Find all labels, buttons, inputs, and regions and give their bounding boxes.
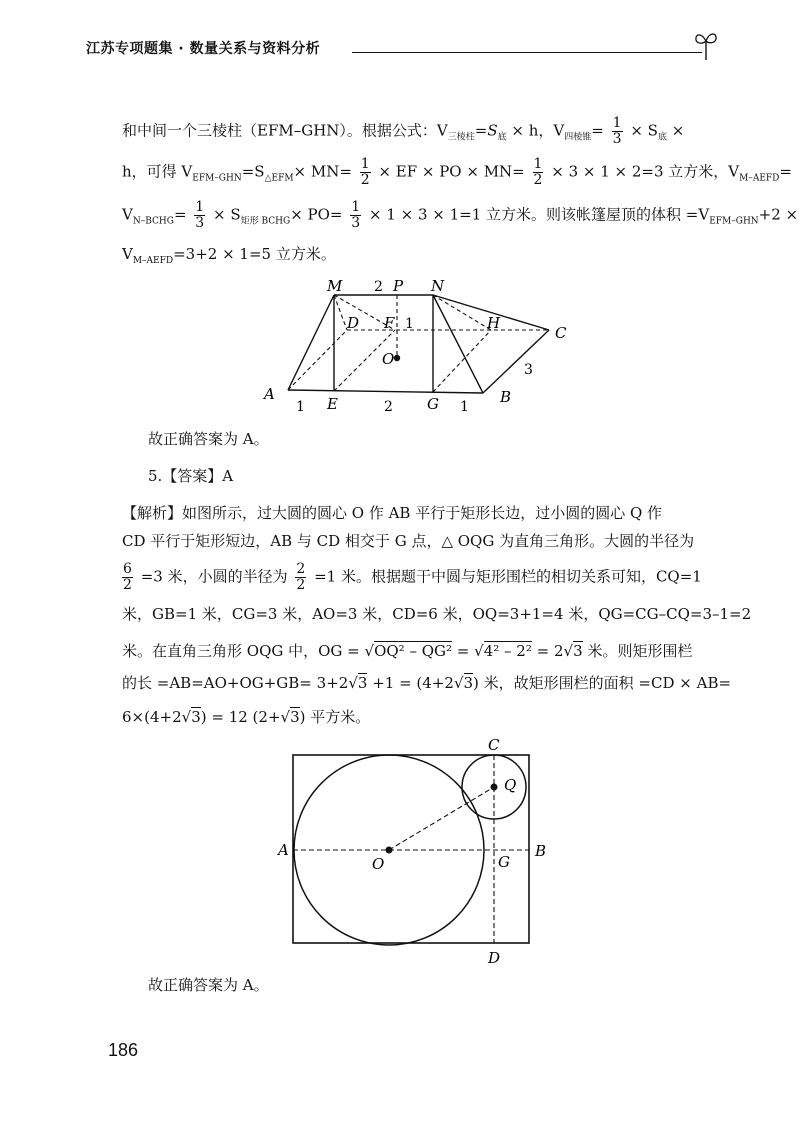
- label-d: D: [488, 949, 501, 967]
- point-q: [491, 784, 498, 791]
- para1-line1: [122, 116, 684, 149]
- num-mp: 2: [374, 279, 383, 295]
- para1-line2: [122, 157, 792, 190]
- label-g: G: [498, 853, 510, 871]
- text: ) 平方米。: [299, 708, 371, 726]
- label-g: G: [427, 395, 439, 413]
- text: 和中间一个三棱柱（EFM–GHN）。根据公式：V: [122, 121, 448, 140]
- text: =3+2 × 1=5 立方米。: [173, 245, 336, 263]
- subscript: 四棱锥: [564, 132, 592, 143]
- sqrt-content: 3: [357, 674, 368, 692]
- q5-analysis-line5: [122, 640, 692, 662]
- label-b: B: [535, 842, 547, 860]
- text: × PO=: [290, 205, 343, 224]
- sqrt-content: 3: [290, 708, 300, 726]
- point-o: [394, 355, 400, 361]
- text: V: [122, 245, 133, 263]
- text: ×: [671, 121, 685, 140]
- q5-analysis-line4: 米，GB=1 米，CG=3 米，AO=3 米，CD=6 米，OQ=3+1=4 米，QG=CG–CQ=3–1=2: [122, 605, 752, 623]
- text: =3 米，小圆的半径为: [140, 567, 288, 586]
- label-h: H: [487, 314, 501, 332]
- sqrt-content: 3: [573, 642, 583, 660]
- fraction: $\frac{1}{2}$: [360, 156, 370, 188]
- subscript: M–AEFD: [739, 173, 780, 184]
- text: =: [779, 162, 792, 181]
- edge-am: [288, 295, 334, 390]
- fraction: $\frac{1}{2}$: [533, 156, 543, 188]
- header-title: 江苏专项题集 · 数量关系与资料分析: [86, 41, 321, 57]
- text: =: [591, 121, 604, 140]
- sprout-icon: [693, 28, 719, 62]
- text: ) = 12 (2+: [200, 708, 281, 726]
- text: × S: [213, 205, 241, 224]
- text: h，可得 V: [122, 162, 193, 181]
- sqrt-content: OQ² – QG²: [374, 642, 453, 660]
- text: × S: [630, 121, 658, 140]
- fraction: $\frac{6}{2}$: [123, 561, 132, 593]
- text: =S: [474, 121, 498, 140]
- text: × MN=: [293, 162, 352, 181]
- circles-rectangle-figure: [272, 735, 562, 975]
- text: × 1 × 3 × 1=1 立方米。则该帐篷屋顶的体积 =V: [368, 205, 710, 224]
- edge-gh: [433, 330, 491, 392]
- answer-line-1: 故正确答案为 A。: [148, 430, 269, 448]
- q5-analysis-line1: 【解析】如图所示，过大圆的圆心 O 作 AB 平行于矩形长边，过小圆的圆心 Q 作: [122, 504, 663, 522]
- sqrt-symbol: √: [181, 708, 192, 726]
- q5-label: 5.【答案】A: [148, 467, 234, 485]
- q5-analysis-line3: [122, 562, 702, 593]
- num-gb: 1: [460, 399, 469, 415]
- text: = 2: [536, 642, 564, 660]
- edge-bc: [483, 330, 549, 393]
- sqrt-content: 4² – 2²: [483, 642, 532, 660]
- text: =1 米。根据题干中圆与矩形围栏的相切关系可知，CQ=1: [314, 567, 702, 586]
- text: +1 = (4+2: [372, 674, 454, 692]
- sqrt-symbol: √: [280, 708, 291, 726]
- label-n: N: [431, 277, 445, 295]
- text: ) 米，故矩形围栏的面积 =CD × AB=: [473, 674, 732, 692]
- label-c: C: [555, 324, 567, 342]
- label-m: M: [327, 277, 343, 295]
- page-number: 186: [108, 1040, 139, 1060]
- fraction: $\frac{1}{3}$: [351, 199, 361, 231]
- text: =: [173, 205, 187, 224]
- sqrt-symbol: √: [563, 642, 574, 660]
- text: +2 ×: [758, 205, 799, 224]
- q5-analysis-line2: CD 平行于矩形短边，AB 与 CD 相交于 G 点，△ OQG 为直角三角形。大圆的半径为: [122, 532, 695, 550]
- text: V: [122, 205, 133, 224]
- text: 6×(4+2: [122, 708, 182, 726]
- answer-line-2: 故正确答案为 A。: [148, 976, 269, 994]
- subscript: EFM–GHN: [709, 216, 759, 227]
- label-o: O: [372, 855, 385, 873]
- sqrt-content: 3: [463, 674, 474, 692]
- text: =: [456, 642, 470, 660]
- subscript: △EFM: [264, 173, 294, 184]
- label-a: A: [264, 385, 275, 403]
- label-f: F: [384, 314, 395, 332]
- subscript: 底: [497, 132, 507, 143]
- fraction: $\frac{1}{3}$: [195, 199, 205, 231]
- fraction: $\frac{2}{2}$: [296, 561, 306, 593]
- sqrt-symbol: √: [453, 674, 464, 692]
- label-q: Q: [504, 776, 517, 794]
- sqrt-symbol: √: [474, 642, 484, 660]
- sqrt-symbol: √: [348, 674, 358, 692]
- label-a: A: [278, 841, 289, 859]
- num-fh: 1: [405, 316, 414, 332]
- label-d: D: [347, 314, 360, 332]
- subscript: EFM–GHN: [192, 173, 242, 184]
- para1-line4: [122, 243, 336, 272]
- text: × EF × PO × MN=: [378, 162, 525, 181]
- num-ae: 1: [296, 399, 305, 415]
- text: × h，V: [511, 121, 565, 140]
- label-c: C: [488, 736, 500, 754]
- subscript: 三棱柱: [447, 132, 475, 143]
- label-b: B: [500, 388, 512, 406]
- q5-analysis-line6: [122, 672, 731, 694]
- text: × 3 × 1 × 2=3 立方米，V: [551, 162, 740, 181]
- edge-ad: [288, 330, 347, 390]
- subscript: M–AEFD: [132, 256, 174, 266]
- text: 米。则矩形围栏: [587, 642, 693, 660]
- label-p: P: [393, 277, 404, 295]
- header-rule: [352, 52, 702, 53]
- fraction: $\frac{1}{3}$: [612, 115, 622, 147]
- subscript: 矩形 BCHG: [240, 216, 291, 227]
- sqrt-content: 3: [191, 708, 201, 726]
- text: 米。在直角三角形 OQG 中，OG =: [122, 642, 360, 660]
- q5-analysis-line7: [122, 706, 370, 728]
- para1-line3: [122, 200, 798, 233]
- subscript: 底: [657, 132, 667, 143]
- edge-md: [334, 295, 347, 330]
- point-o: [386, 847, 393, 854]
- edge-ab: [288, 390, 483, 393]
- text: =S: [241, 162, 265, 181]
- tent-roof-figure: [255, 272, 585, 422]
- label-o: O: [382, 350, 395, 368]
- label-e: E: [327, 395, 338, 413]
- text: 的长 =AB=AO+OG+GB= 3+2: [122, 674, 349, 692]
- num-bc: 3: [524, 362, 533, 378]
- num-eg: 2: [384, 399, 393, 415]
- sqrt-symbol: √: [364, 642, 375, 660]
- subscript: N–BCHG: [132, 216, 174, 227]
